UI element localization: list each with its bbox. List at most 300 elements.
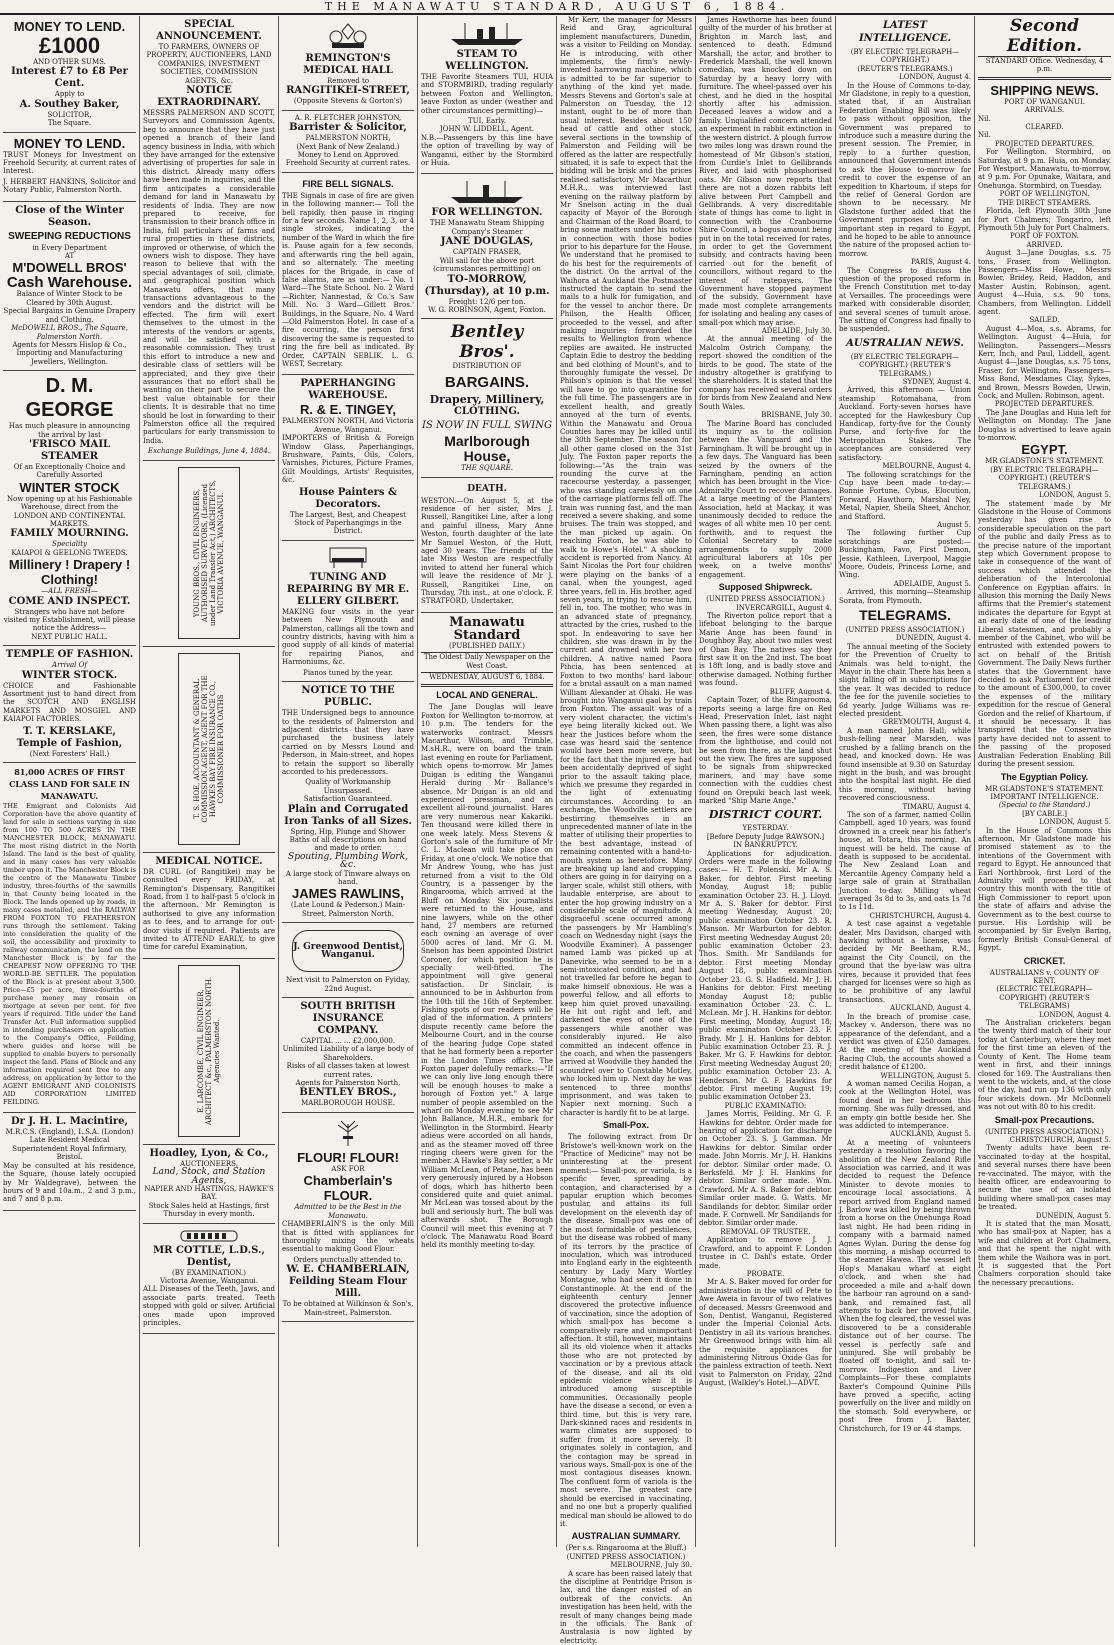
dateline: (UNITED PRESS ASSOCIATION.)	[985, 1127, 1104, 1136]
dateline: INVERCARGILL, August 4.	[736, 603, 832, 612]
dateline: MELBOURNE, August 4.	[882, 462, 971, 471]
subheading: ARRIVED.	[1026, 240, 1063, 249]
article-text: Florida, left Plymouth 30th June for Port Chalmers; Tongariro, left Plymouth 5th July for Port Chalmers.	[978, 207, 1111, 232]
ad-heading: 81,000 ACRES OF FIRST CLASS LAND FOR SALE IN MANAWATU.	[9, 767, 130, 802]
ad-rawlins	[282, 682, 414, 923]
column-7	[835, 16, 974, 1547]
ad-text: Exchange Buildings, June 4, 1884.	[147, 447, 271, 456]
dateline: DUNEDIN, August 4.	[895, 634, 971, 643]
ad-name: MR COTTLE, L.D.S.,	[153, 1244, 265, 1256]
ad-name: Marlborough House,	[444, 433, 530, 465]
paper-date: WEDNESDAY, AUGUST 6, 1884.	[421, 672, 553, 681]
ad-text: A large stock of Tinware always on hand.	[285, 869, 411, 886]
dateline: STANDARD Office. Wednesday, 4 p.m.	[985, 57, 1104, 74]
dateline: [Before Deputy Judge RAWSON.]	[706, 832, 825, 841]
ad-hoadley	[143, 1145, 275, 1224]
dateline: [BY CABLE.]	[1022, 809, 1067, 818]
dateline: PROBATE.	[746, 1269, 785, 1278]
ad-text: —ALL FRESH—	[41, 587, 98, 596]
ad-heading: Spouting, Plumbing Work, &c.	[288, 851, 408, 871]
ad-jane-douglas	[421, 174, 553, 319]
ad-text: Money to Lend on Approved Freehold Security at current rates.	[285, 151, 411, 168]
ad-temple	[3, 646, 136, 763]
dateline: PARIS, August 4.	[910, 258, 971, 267]
ad-south-british	[282, 998, 414, 1113]
article-text: A woman named Cecilia Hogan, a cook at the Wellington Hotel, was found dead in her bedroom this morning. She was fully dressed, and an empty gin bottle beside her. She was addicted to intemperance.	[839, 1079, 971, 1130]
ad-name: T. T. KERSLAKE,	[23, 725, 116, 737]
masthead: THE MANAWATU STANDARD, AUGUST 6, 1884.	[0, 0, 1114, 15]
subheading: PORT OF WELLINGTON.	[999, 190, 1090, 199]
dateline: (Per s.s. Ringarooma at the Bluff.)	[565, 1544, 687, 1553]
ad-heading: FIRE BELL SIGNALS.	[302, 178, 394, 189]
ad-piano-tuning	[282, 541, 414, 682]
dateline: TIMARU, August 4.	[902, 802, 971, 811]
subheading: SAILED.	[1029, 316, 1060, 325]
article-text: Mr Kerr, the manager for Messrs Reid and Gray, agricultural implement manufacturers, Dunedin, was a visitor to Feilding on Monday. He is introducing, with other implements, the firm's newly-invented harrowing machine, which is admitted to be far superior to anything of the kind yet made. Messrs Stevens and Gorton's sale at Palmerston on Tuesday, the 12 instant, ought to be of more than usual interest. Besides about 150 head of cattle and other stock, several sections in the township of Palmerston and Feilding will be offered as the latter are respectfully situated, it is safe to expect that the bidding will be brisk and the prices realised satisfactory. Mr Macarthur, M.H.R., was interviewed last evening on the railway platform by Mr Snelson acting in the dual capacity of Mayor of the Borough and Chairman of the Road Board, to bring some matters under his notice in connection with those bodies prior to his departure for the House. We understand that he promised to do his best for the requirements of the district. On the arrival of the Waihora at Auckland the Postmaster instructed the captain to send the mails to a hulk for fumigation, and for the vessel to anchor there. Dr Philson, the Health Officer, proceeded to the vessel, and after making inquiries forwarded the results to Wellington from whence replies are awaited. He instructed Captain Edie to destroy the bedding and bed clothing of Mount's, and to thoroughly fumigate the vessel. Dr Philson's opinion is that the vessel will have to go into quarantine for the full time. The passengers are in excellent health, and greatly annoyed at the turn of events. Within the Manawatu and Oroua Counties hares may be killed until the 30th September. The season for all other game closed on the 31st July. The Foxton paper reports the following:—"As the train was rounding the curve at the racecourse yesterday, a passenger, who was standing carelessly on one of the carriage platforms fell off. The train was running fast, and the man received a severe shaking, and some bruises. The train was stopped, and the man picked up again. On reaching Foxton, he was able to walk to Howe's Hotel." A shocking accident is reported from Nancy. At Saint Nicolas the Port four children were playing on the banks of a canal, when the youngest, aged three years, fell in. His brother, aged seven years, in trying to rescue him, fell in, too. The mother, who was in an advanced state of pregnancy, attracted by the cries, rushed to the spot. In endeavoring to save her children, she was drawn in by the current and drowned with her two children. A native named Paora Pihcia, has been sentenced at Foxton to two months' hard labour for a brutal assault on a man named William Alexander at Ohaki. He was brought into Wanganui gaol by train from Foxton. The assault was of a very violent character, the victim's eye being literally kicked out. We hear the Justices before whom the case was heard said the sentence would have been more severe, but for the fact that the injured eye had been accidentally deprived of sight prior to the assault taking place, which we presume they regarded in the light of extenuating circumstances. According to an exchange, the Woodville settlers are bestirring themselves in an unprecedented manner of late in the matter of utilising their properties to the best advantage, instead of remaining contented with a hand-to-mouth system as heretofore. Many are breaking up land and cropping, others are going in for dairying on a larger scale, whilst still others, with laudable enterprise, are about to enter the hop growing industry on a considerable scale of magnitude. A disgraceful scene occurred among the passengers by Mr Hambling's coach on Wednesday night (says the Woodville Examiner). A passenger named Lamb was picked up at Danevirke, who seemed to be in a semi-intoxicated condition, and had not travelled far before he began to make himself obnoxious. He was a powerful fellow, and all efforts to keep him quiet proved unavailing. He hit out right and left, and darkened the eyes of one of the passengers while another was considerably injured. He also committed an indecent offence in the coach, and when the passengers arrived at Woodville they handed the scoundrel over to Constable Motley, who locked him up. Next day he was sentenced to three months' imprisonment, and was taken to Napier next morning. Such a character is hardly fit to be at large.	[560, 16, 692, 1117]
dateline: (BY ELECTRIC TELEGRAPH—COPYRIGHT.) (REUTER'S TELEGRAMS.)	[990, 465, 1099, 491]
ad-text: THE Emigrant and Colonists Aid Corporation have the above quantity of land for sale in sections varying in size from 100 TO 500 ACRES IN THE MANCHESTER BLOCK, MANAWATU. The most rising district in the North Island. The land is the best of quality, and in many cases has very valuable timber upon it. The Manchester Block is the centre of the Manawatu Timber industry, three-fourths of the sawmills in that County being located in the Block. The lands opened up by roads, in many cases metalled, and the RAILWAY FROM FOXTON TO FEATHERSTON runs through the settlement. Taking into consideration the quality of the soil, the accessibility and proximity to railway communication, the land on the Manchester Block is by far the CHEAPEST NOW OFFERING TO THE WORLD-BE SETTLER. The population of the Block is at present about 3,500. Price—£5 per acre, three-fourths of purchase money may remain on mortgage at seven per cent. for five years if required. Title under the Land Transfer Act. Full information supplied in intending purchasers on application to the Company's Office, Feilding, where guides and horse will be supplied to enable buyers to personally inspect the land. Plans of Block and any information required sent free to any address, on application by letter to the AGENT EMIGRANT AND COLONISTS AID CORPORATION LIMITED FEILDING.	[3, 802, 136, 1107]
ad-text: THE Favorite Steamers TUI, HUIA and STORMBIRD, trading regularly between Foxton and Wellington, leave Foxton as under (weather and other circumstances permitting)—	[421, 73, 553, 115]
article-text: The Riverton police report that a lifeboat belonging to the barque Marie Ange has been found in Doughboy Bay, about two miles west of Oban Bay. The natives say they first saw it on the 2nd inst. The boat is 18ft long, and is badly stove and otherwise damaged. Nothing further was found.	[699, 612, 832, 688]
ad-heading: Barrister & Solicitor,	[289, 122, 407, 134]
subheading: PORT OF FOXTON.	[1009, 232, 1080, 241]
ad-heading: MEDICAL NOTICE.	[155, 855, 263, 867]
section-heading: TELEGRAMS.	[859, 607, 951, 623]
dateline: (BY ELECTRIC TELEGRAPH—COPYRIGHT.) (REUTER'S TELEGRAMS.)	[850, 352, 960, 378]
article-text: James Hawthorne has been found guilty of the murder of his brother at Brighton in March last, and sentenced to death. Edmund Marshall, the actor, and brother to Frederick Marshall, the well known comedian, was knocked down on Saturday by a heavy lorry with furniture. The wheel-passed over his chest, and he died in the hospital shortly after his admission. Deceased leaves a widow and a family. Unqualified concern attended an experiment in rabbit extinction in the western district. A plough furrow two miles long was drawn round the homestead of Mr Gibson's station, from Curdie's Inlet to Gellibrands River, and laid with phosphorised oats. Mr Gibson now reports that there are not a dozen rabbits left alive between Port Campbell and Gellibrands. A very discreditable state of things has come to light in connection with the Cranbourne Shire Council, a bogus amount being put in on the total received for rates, in order to get the Government subsidy, and contracts having been carried out for the benefit of councillors, without regard to the interest of ratepayers. The Government have stopped payment of the subsidy. Government have made most complete arrangements for isolating and healing any cases of small-pox which may arise.	[699, 16, 832, 327]
ad-text: Stock Sales held at Hastings, first Thursday in every month.	[148, 1201, 270, 1219]
ad-text: TO FARMERS, OWNERS OF PROPERTY, AUCTIONEERS, LAND COMPANIES, INVESTMENT SOCIETIES, COMMISSION AGENTS, &c.	[146, 43, 272, 85]
ad-text: (Next Bank of New Zealand.)	[296, 142, 400, 151]
ad-text: Arrival Of	[52, 661, 87, 670]
ad-text: THE Signals in case of fire are given in the following manner:— Toll the bell rapidly, then pause in ringing for a few seconds. Name 1, 2, 3, or 4 single strokes, indicating the number of the Ward in which the fire is. Pause again for a few seconds, and afterwards ring the bell again, and so alternately. The meeting places for the Brigade, in case of false alarms, are as under:— No. 1 Ward—The State School. No. 2 Ward—Richter, Nannestad, & Co.'s Saw Mill. No. 3 Ward—Gillett Bros.' Buildings, in the Square. No. 4 Ward—Old Palmerston Hotel. In case of a fire occurring, the person first discovering the same is requested to ring the fire bell as indicated. By Order, CAPTAIN SEBLIK. L. G. WEST, Secretary.	[282, 191, 414, 368]
piano-icon	[328, 546, 368, 570]
ad-text: DR CURL (of Rangitikei) may be consulted every FRIDAY, at Remington's Dispensary, Rangitikei Road, from 1 to half-past 5 o'clock in the afternoon. Mr Remington is authorised to give any information as to fees, and to arrange for out-door visits if required. Patients are invited to ATTEND EARLY, to give time for careful Examination.	[143, 867, 275, 952]
section-heading: DEATH.	[467, 483, 507, 494]
section-heading: CRICKET.	[1023, 955, 1066, 966]
ad-name: BENTLEY BROS.,	[299, 1087, 397, 1099]
subheading: ARRIVALS.	[1024, 106, 1065, 115]
ad-text: PALMERSTON NORTH,	[305, 134, 391, 143]
article-text: The statement made by Mr Gladstone in the House of Commons yesterday has given rise to considerable speculation on the part of the public and daily Press as to the precise nature of the important step which Government propose to take in consequence of the want of success which attended the deliberation of the Intercolonial Conference on Egyptian affairs. In allusion this morning the Daily News affirms that the Premier's statement indicates the departure for Egypt at an early date of one of the leading Liberal statesmen, and probably a member of the Cabinet, who will be entrusted with extended powers to act on behalf of the British Government. The Daily News further states that the Government have decided to ask Parliament for credit to the amount of £300,000, to cover the expenses of the military expedition for the rescue of General Gordon and the relief of Khartoum, if it should be necessary. It has transpired that the Conservative party have decided not to assent to the passing of the proposed Australian Federation Enabling Bill during the present session.	[978, 499, 1111, 769]
ad-tingey	[282, 375, 414, 540]
dateline: WELLINGTON, August 5.	[880, 1071, 971, 1080]
dateline: LONDON, August 5.	[1039, 818, 1111, 827]
ad-heading: Drapery, Millinery,	[429, 392, 545, 406]
ad-heading: SPECIAL ANNOUNCEMENT.	[156, 19, 262, 42]
ad-heading: Millinery ! Drapery ! Clothing!	[8, 557, 131, 588]
ad-text: W. G. ROBINSON, Agent, Foxton.	[428, 305, 546, 314]
editorial-masthead	[421, 613, 553, 688]
ad-text: THE Manawatu Steam Shipping Company's Steamer	[429, 219, 545, 236]
ad-text: MESSRS PALMERSON AND SCOTT, Surveyors and Commission Agents, beg to announce that they have just opened a branch of their land agency business in India, with which they have arranged for the extensive advertising of properties for sale in this district. Already many offers have been made in inquiries, and the firm anticipates a considerable demand for land in Manawatu by residents of India. They are now prepared to receive, for transmission to their branch office in India, full particulars of farms and rural properties in these districts, improved or otherwise, of which the owners wish to dispose. They have reason to believe that with the special advantages of soil, climate, and geographical position which Manawatu offers, that many transactions advantageous to the vendors and the district will be effected. The firm will exert themselves to the utmost in the interests of the vendors or agents, and will be satisfied with a reasonable commission. They trust this effort to introduce a new and desirable class of settlers will be appreciated, and they give their assurances that no effort shall be wanting on their part to secure the best value obtainable for their clients. It is desirable that no time should be lost in forwarding to their Palmerston office all the required particulars for early transmission to India.	[143, 109, 275, 445]
ad-text: Next visit to Palmerston on Fyiday, 22nd August.	[286, 976, 410, 993]
column-8	[974, 16, 1114, 1547]
ad-text: Special Bargains in Genuine Drapery and Clothing.	[3, 307, 136, 324]
article-text: Arrived, this afternoon — Union steamship Rotomahana, from Auckland. Forty-seven horses have accepted for the Hawkesbury Cup Handicap, forty-five for the County Purse, and forty-five for the Metropolitan Stakes. The acceptances are considered very satisfactory.	[839, 386, 971, 462]
column-2	[139, 16, 278, 1547]
subheading: THE DIRECT STEAMERS.	[997, 198, 1092, 207]
ad-name: REMINGTON'S	[305, 53, 391, 64]
column-5	[556, 16, 695, 1645]
ad-text: TUI, Early.	[468, 117, 506, 126]
ad-text: IS NOW IN FULL SWING	[422, 419, 552, 431]
dateline: MELBOURNE, July 30.	[610, 1561, 692, 1570]
article-text: In the breach of promise case, Mackey v. Anderson, there was no appearance of the defendant, and a verdict was given of £250 damages. At the meeting of the Auckland Racing Club, the accounts showed a credit balance of £1200.	[839, 1012, 971, 1072]
column-3	[278, 16, 417, 1547]
ad-palmerson-scott	[143, 16, 275, 461]
ad-text: (Opposite Stevens & Gorton's)	[293, 97, 403, 106]
ad-text: Orders punctually attended to.	[293, 1255, 403, 1264]
article-text: The annual meeting of the Society for the Prevention of Cruelty to Animals was held to-night, the Mayor in the chair. There has been a slight falling off in subscriptions for the year. It was decided to reduce the fee for the juvenile societies to 6d yearly. Judge Williams was re-elected president.	[839, 642, 971, 719]
scroll-text: J. Greenwood Dentist, Wanganui.	[293, 941, 403, 961]
ad-heading: FAMILY MOURNING.	[10, 528, 129, 540]
section-heading: Small-Pox.	[602, 1120, 649, 1131]
ad-remington	[282, 16, 414, 111]
ad-name: JAMES RAWLINS,	[292, 886, 404, 902]
card-text: T. S. HOE, ACCOUNTANT & GENERAL COMMISSION AGENT, AGENT FOR THE HAWKES BAY FIRE INSURANCE CO., COMMISSIONER FOR OATHS	[193, 675, 225, 823]
ad-text: NAPIER AND HASTINGS, HAWKE'S BAY.	[144, 1184, 274, 1202]
ad-interest: Interest £7 to £8 Per Cent.	[11, 66, 128, 90]
article-text: The Jane Douglas and Huia left for Wellington on Monday. The Jane Douglas is advertised to leave again to-morrow.	[978, 408, 1111, 443]
ad-medical	[143, 853, 275, 959]
ad-cottle	[143, 1224, 275, 1335]
ad-text: (BY EXAMINATION.)	[171, 1268, 247, 1277]
paper-note: The Oldest Daily Newspaper on the West Coast.	[421, 652, 553, 670]
ad-fire-bell	[282, 173, 414, 376]
ad-text: Pianos tuned by the year.	[303, 668, 393, 677]
article-text: Applications for adjudication. Orders were made in the following cases:— H. T. Polenski. Mr A. S. Baker, for debtor. First meeting Monday, August 18; public examination October 23. H. J. Lloyd. Mr A. S. Baker for debtor. First meeting Wednesday, August 20; public examination October 23. R. Manson. Mr Warburton for debtor. First meeting Wednesday August 20; public examination October 23. Thos. Smith. Mr Sandilands for debtor. First meeting Monday August 18, public examination October 23. G. S. Hadfield. Mr J. H. Hankins for debtor. First meeting Monday August 18; public examination October 23. C. L. McLean. Mr J. H. Hankins for debtor. First meeting, Monday, August 18; public examination October 23. F. Brady. Mr J. H. Hankins for debtor. Public examination October 23. R. J. Baker. Mr G. F. Hawkins for debtor. First meeting Wednesday August 20; public examination October 23. A. Henderson. Mr G. F. Hawkins for debtor. First meeting August 19; public examination October 23.	[699, 849, 832, 1102]
ad-text: May be consulted at his residence, the Square, (house lately occupied by Mr Waldegrave), between the hours of 9 and 10a.m., 2 and 3 p.m., and 7 and 8 p.m.	[3, 1161, 136, 1204]
article-text: The following scratchings for the Cup have been made to-day:—Bonnie Fortune, Cybus, Elocution, Forward, Hawthorn, Marshal Ney, Metal, Napier, Sheila Sheet, Anchor, and Stafford.	[839, 470, 971, 521]
ad-heading: BARGAINS.	[444, 373, 530, 391]
ad-heading: COME AND INSPECT.	[8, 595, 131, 607]
section-heading: EGYPT.	[1021, 442, 1068, 458]
article-text: Application to remove J. J. Crawford, and to appoint F. London trustee in C. Dahl's estate. Order made.	[699, 1236, 832, 1270]
notice-text: WESTON.—On August 5, at the residence of her sister, Mrs J. Russell, Rangitikei Line, after a long and painful illness, Mary Anne Weston, fourth daughter of the late Mr Samuel Weston, of the Hutt, aged 30 years. The friends of the late Miss Weston are respectfully invited to attend her funeral which will leave the residence of Mr J. Russell, Rangitikei Line, on Thursday, 7th inst., at one o'clock. F. STRATFORD, Undertaker.	[421, 496, 553, 606]
ad-text: Will sail for the above port (circumstances permitting) on	[433, 256, 541, 274]
ad-text: The Largest, Best, and Cheapest Stock of Paperhangings in the District.	[290, 510, 406, 536]
ad-text: Apply to	[54, 90, 85, 99]
ad-johnston	[282, 111, 414, 173]
ad-young-bros	[143, 461, 275, 647]
vertical-card	[178, 965, 240, 1137]
dateline: CHRISTCHURCH, August 4.	[869, 911, 971, 920]
ad-greenwood	[282, 923, 414, 998]
subheading: PROJECTED DEPARTURES.	[994, 139, 1095, 148]
dateline: GREYMOUTH, August 4.	[882, 718, 971, 727]
ad-text: IMPORTERS of British & Foreign Window Glass, Paperhangings, Brushware, Paints, Oils, Colors, Varnishes, Pictures, Picture Frames, Gilt Mouldings, Artists' Requisites, &c.	[282, 434, 414, 485]
ad-heading: TEMPLE OF FASHION.	[5, 649, 134, 661]
ad-heading: House Painters & Decorators.	[298, 486, 398, 510]
article-text: Mr A. S. Baker moved for order for administration in the will of Pete to Awe Aweia in favour of two relatives of deceased. Messrs Greenwood and Son, Dentist, Wanganui, Registered under the Imperial Colonial Acts. Dentistry in all its various branches. Mr Greenwood brings with him all the requisite appliances for administering Nitrous Oxide Gas for the painless extraction of teeth. Next visit to Palmerston on Friday, 22nd August, (Walkley's Hotel.)—ADVT.	[699, 1278, 832, 1388]
ad-heading: STEAM TO WELLINGTON.	[445, 49, 529, 72]
article-text: The following extract from Dr Bristowe's well-known work on the "Practice of Medicine" may not be uninteresting at the present moment:— Small-pox, or variola, is a specific fever, spreading by contagion, and characterised by a papular eruption which becomes pustular, and attains its full development on the eleventh day of the disease. Small-pox was one of the most formidable of pestilences, but the disease was robbed of many of its terrors by the practice of inoculation, which was introduced into England early in the eighteenth century by Lady Mary Wortley Montague, who had seen it done in Constantinople. At the end of the eighteenth century Jenner discovered the protective influence of vaccination, since the adoption of which small-pox has become a comparatively rare and unimportant affection. It still, however, maintains all its old violence when it attacks those who are not protected by vaccination or by a previous attack of the disease, and all its old epidemic violence when it is introduced among susceptible communities. Occasionally people have the disease a second, or even a third time, but this is very rare. Dark-skinned races and residents in warm climates are supposed to suffer from it more severely. It originates solely in contagion, and the contagion may be spread in various ways. Small-pox is one of the most contagious diseases known. The confluent form of variola is the most severe. The greatest care should be exercised in vaccinating, and no one but a properly qualified medical man should be allowed to do it.	[560, 1133, 692, 1528]
dateline: BRISBANE, July 30.	[761, 411, 832, 420]
ad-heading: FLOUR! FLOUR!	[297, 1149, 399, 1165]
ad-heading: Dentist,	[186, 1256, 232, 1268]
second-edition-heading: Second Edition.	[978, 16, 1111, 57]
ad-text: (Next Foresters' Hall.)	[29, 749, 110, 758]
ad-name: Hoadley, Lyon, & Co.,	[149, 1147, 269, 1159]
subheading: CLEARED.	[1025, 123, 1064, 132]
dateline: August 5.	[937, 520, 971, 529]
ad-name: A. Southey Baker,	[19, 98, 120, 110]
article-text: James Morris, Feilding. Mr G. F. Hawkins for debtor. Order made for hearing of application for discharge on October 23. S. J. Gamman. Mr Hawkins for debtor. Similar order made. John Morris. Mr J. H. Hankins for debtor. Similar order made. O. Berksfeld. Mr J. H. Hankins for debtor. Similar order made. Wm. Crawford. Mr A. S. Baker for debtor. Similar order made. G. Watts. Mr Sandilands for debtor. Similar order made. F. Cornwell. Mr Sandilands for debtor. Similar order made.	[699, 1110, 832, 1228]
ad-text: AT	[64, 252, 75, 261]
section-heading: AUSTRALIAN NEWS.	[846, 337, 964, 349]
article-text: In the House of Commons this afternoon, Mr Gladstone made his promised statement as to the intentions of the Government with regard to Egypt. He announced that Earl Northbrook, first Lord of the Admiralty will proceed to that country this month with the title of High Commissioner to report upon the state of affairs and advise the Government as to the best course to pursue. His Lordship will be accompanied by Sir Evelyn Baring, formerly British Consul-General of Egypt.	[978, 826, 1111, 953]
ad-text: Satisfaction Guaranteed.	[303, 795, 393, 804]
subheading: PROJECTED DEPARTURES.	[994, 400, 1095, 409]
ad-text: TRUST Moneys for Investment on Freehold Security, at current rates of Interest.	[3, 150, 136, 176]
article-text: The son of a farmer, named Collin Campbell, aged 10 years, was found drowned in a creek near his father's house, at Totara, this morning. An inquest will be held. The cause of death is supposed to be accidental. The New Zealand Loan and Mercantile Agency Company held a large sale of grain at Strathallan Junction to-day. Milling wheat averaged 3s 8d to 3s, and oats 1s 7d to 1s 11d.	[839, 810, 971, 912]
ad-text: Admitted to be the Best in the Manawatu.	[294, 1203, 402, 1220]
death-notice	[421, 478, 553, 613]
ad-heading: WINTER STOCK	[19, 479, 120, 495]
ad-text: Removed to	[326, 77, 370, 85]
article-text: At the annual meeting of the Malcolm Ostrich Company, the report showed the condition of the birds to be good. The state of the industry altogether is gratifying to the shareholders. It is stated that the company has received several orders for birds from New Zealand and New South Wales.	[699, 335, 832, 411]
ad-text: THE SQUARE.	[461, 464, 513, 473]
ad-mdowell	[3, 202, 136, 371]
ad-heading: TUNING AND REPAIRING BY MR E. ELLERY GILBERT.	[286, 571, 410, 607]
subheading: AUSTRALIANS v. COUNTY OF KENT.	[989, 968, 1100, 986]
ad-heading: Feilding Steam Flour Mill.	[289, 1276, 407, 1300]
article-text: For Wellington. Stormbird, on Saturday, at 9 p.m. Huia, on Monday. For Westport. Manawatu, to-morrow, at 9 p.m. For Opunake, Waitara, and Onehunga. Stormbird, on Tuesday.	[978, 148, 1111, 190]
ad-george	[3, 371, 136, 646]
dateline: ADELAIDE, July 30.	[761, 327, 832, 336]
ad-larcombe	[143, 959, 275, 1145]
dateline: YESTERDAY.	[742, 824, 789, 833]
ad-text: AUCTIONEERS,	[180, 1159, 238, 1168]
dateline: LONDON, August 4.	[1039, 1010, 1111, 1019]
dateline: LONDON, August 5.	[1039, 491, 1111, 500]
ad-heading: Close of the Winter Season.	[15, 204, 124, 228]
ad-macintire	[3, 1113, 136, 1211]
ad-heading: PAPERHANGING WAREHOUSE.	[300, 378, 396, 402]
ad-heading: NOTICE TO THE PUBLIC.	[301, 685, 395, 709]
section-heading: DISTRICT COURT.	[708, 808, 823, 822]
article-text: It is stated that the man Mosatt, who has small-pox at Napier, has a wife and children at Port Chalmers, and that he spent the night with them while the Waihora was in port. It is suggested that the Port Chalmers corporation should take the necessary precautions.	[978, 1220, 1111, 1287]
dateline: (REUTER'S TELEGRAMS.)	[857, 64, 953, 73]
article-text: Arrived, this morning—Steamship Sorata, from Plymouth.	[839, 588, 971, 605]
ad-text: The Square.	[47, 119, 92, 128]
article-text: A man named John Hall, while bush-felling near Marsden, was crushed by a falling branch on the head, and knocked down. He was found insensible at 9.30 on Saturday night in the bush, and was brought into the hospital last night. He died this morning, without having recovered consciousness.	[839, 726, 971, 803]
ad-heading: SWEEPING REDUCTIONS	[8, 230, 131, 242]
dateline: ADELAIDE, August 5.	[893, 579, 971, 588]
section-heading: Small-pox Precautions.	[994, 1114, 1095, 1125]
subheading: IMPORTANT INTELLIGENCE.	[990, 792, 1099, 801]
ad-text: Has much pleasure in announcing the arrival by last	[8, 422, 131, 439]
article-text: In the House of Commons to-day, Mr Gladstone, in reply to a question, stated that, if an Australian Federation Enabling Bill was likely to pass without opposition, the Government was prepared to introduce such a measure during the present session. The Premier, in reply to a further question, announced that Government intends to ask the House to-morrow for credit to cover the expense of an expedition to Khartoum, if steps for the relief of General Gordon are shown to be necessary. Mr Gladstone further added that the Government purposes taking an important step in regard to Egypt, and he hoped to be able to announce the nature of the proposed action to-morrow.	[839, 81, 971, 258]
ad-text: CHAMBERLAIN'S is the only Mill that is fitted with appliances for thoroughly mixing the wheats essential to making Good Flour.	[282, 1220, 414, 1254]
ad-name: Chamberlain's FLOUR.	[303, 1173, 393, 1204]
ad-text: PALMERSTON NORTH, And Victoria Avenue, Wanganui.	[282, 417, 414, 434]
section-heading: AUSTRALIAN SUMMARY.	[571, 1531, 681, 1542]
card-text: E. LARCOMBE, CIVIL ENGINEER, ARCHITECT &c., PALMERSTON NORTH. Agencies Wanted.	[197, 976, 221, 1125]
vertical-card	[178, 653, 240, 845]
column-4	[417, 16, 556, 1547]
ad-text: Now opening up at his Fashionable Warehouse, direct from the LONDON AND CONTINENTAL MARKETS.	[7, 494, 132, 528]
dateline: CHRISTCHURCH, August 5.	[1009, 1135, 1111, 1144]
vertical-card	[178, 467, 240, 639]
section-heading: LOCAL AND GENERAL.	[436, 690, 538, 701]
ad-text: McDOWELL BROS., The Square, Palmerston North.	[11, 324, 128, 341]
dateline: SYDNEY, August 4.	[902, 378, 971, 387]
dateline: BLUFF, August 4.	[769, 687, 832, 696]
ad-text: SOLICITOR,	[47, 110, 92, 119]
ad-text: Victoria Avenue, Wanganui.	[160, 1277, 258, 1285]
ad-text: Quality of Workmanship Unsurpassed.	[305, 778, 391, 795]
dateline: LONDON, August 4.	[899, 73, 971, 82]
subheading: PORT OF WANGANUI.	[1004, 97, 1085, 106]
paper-note: (PUBLISHED DAILY.)	[449, 641, 525, 650]
ad-text: Spring, Hip, Plunge and Shower Baths of all descriptions on hand and made to order.	[289, 827, 407, 853]
ad-heading: CLOTHING.	[453, 405, 521, 417]
ad-steam-wellington	[421, 16, 553, 174]
dateline: AUCKLAND, August 4.	[889, 1004, 971, 1013]
article-text: Nil.	[978, 114, 991, 123]
ad-text: Late Resident Medical Superintendent Royal Infirmary, Bristol.	[12, 1136, 127, 1162]
ad-money-to-lend	[3, 16, 136, 133]
coat-of-arms-icon	[318, 21, 378, 51]
ad-heading: WINTER STOCK.	[21, 669, 118, 681]
ad-text: KAIAPOI & GEELONG TWEEDS.	[11, 548, 128, 557]
dateline: (UNITED PRESS ASSOCIATION.)	[706, 595, 825, 604]
ad-text: NEXT PUBLIC HALL.	[31, 632, 108, 641]
dateline: (UNITED PRESS ASSOCIATION.)	[566, 1552, 686, 1561]
ad-amount: £1000	[38, 33, 101, 58]
ad-text: Agents for Palmerston North,	[295, 1079, 401, 1088]
wheat-sheaf-icon	[323, 1118, 373, 1148]
section-heading: The Egyptian Policy.	[1000, 771, 1089, 782]
ad-text: Of an Exceptionally Choice and Carefully Assorted	[13, 462, 126, 480]
section-heading: LATEST INTELLIGENCE.	[859, 20, 951, 44]
ad-text: Land, Stock, and Station Agents,	[152, 1167, 266, 1186]
ad-text: Unlimited Liability of a large body of Shareholders.	[282, 1045, 414, 1062]
dateline: (UNITED PRESS ASSOCIATION.)	[845, 626, 965, 634]
dateline: PUBLIC EXAMINATIO:	[724, 1101, 807, 1110]
article-text: Captain Tozer, of the Ringarooma, reports seeing a large fire on Red Head, Preservation Inlet, last night When passing there, a light was also seen, the fires were some distance from the lighthouse, and could not be seen from there, as the land shut out the view. The fires are supposed to be signals from shipwrecked mariners, and may have some connection with the cuddies chest found on Orepuki beach last week, marked "Ship Marie Ange."	[699, 696, 832, 805]
ad-name: Temple of Fashion,	[16, 737, 123, 749]
ad-heading: MEDICAL HALL	[303, 65, 393, 76]
column-1	[0, 16, 139, 1547]
ad-text: CHOICE and Fashionable Assortment just to hand direct from the SCOTCH AND ENGLISH MARKETS AND MOSGIEL AND KAIAPOI FACTORIES.	[3, 681, 136, 724]
subheading: MR GLADSTONE'S STATEMENT.	[985, 784, 1104, 793]
ad-heading: MONEY TO LEND.	[13, 135, 126, 151]
ad-text: ASK FOR	[331, 1164, 365, 1173]
ad-heading: RANGITIKEI-STREET,	[286, 85, 410, 97]
ad-bentley	[421, 319, 553, 477]
ad-chamberlain	[282, 1113, 414, 1322]
ad-text: in Every Department	[32, 243, 107, 252]
article-text: Twenty adults have been re-vaccinated to-day at the hospital, and several nurses there have been re-vaccinated. The mayor, with the health officer, are endeavouring to secure the use of an isolated building where small-pox cases may be treated.	[978, 1144, 1111, 1212]
dateline: DUNEDIN, August 5.	[1035, 1211, 1111, 1220]
article-text: Nil.	[978, 131, 991, 140]
ad-text: CAPITAL ... ... £2,000,000.	[300, 1037, 396, 1046]
ad-heading: 'FRISCO MAIL STEAMER	[28, 438, 111, 462]
ad-text: Strangers who have not before visited my Establishment, will please notice the Address—	[3, 607, 136, 633]
teeth-illustration	[179, 1229, 239, 1243]
ad-name: JANE DOUGLAS,	[440, 236, 534, 248]
ad-name: M'DOWELL BROS'	[12, 260, 127, 276]
ad-heading: FOR WELLINGTON.	[431, 207, 543, 219]
article-text: The Congress to discuss the question of the proposed reform in the French Constitution met to-day at Versailles. The proceedings were marked with considerable disorder, and several scenes of tumult arose. The sitting of Congress had finally to be suspended.	[839, 266, 971, 334]
ad-land-sale	[3, 763, 136, 1113]
ad-text: J. HERBERT HANKINS, Solicitor and Notary Public, Palmerston North.	[3, 177, 136, 195]
article-text: The Jane Douglas will leave Foxton for Wellington to-morrow, at 10 p.m. The tenders for the waterworks contract. Messrs Macarthur, Wilson, and Trimble, M.sH.R., were on board the train last evening en route for Parliament, which opens to-morrow. Mr James Duigan is editing the Wanganui Herald during Mr Ballance's absence. Mr Duigan is an old and experienced pressman, and an excellent all-round journalist. Hares are very numerous near Kakariki. Ten thousand were killed there in one week lately. Mess Stevens & Gorton's sale of the furniture of Mr C. L. Maclean will take place on Friday, at one o'clock. We notice that Mr Andrew Young, who has just returned from a visit to the Old Country, is a passenger by the Ringarooma, which arrived at the Bluff on Monday. Six journalists were returned to the House, and nine lawyers, while on the other hand, 27 members are returned each owning an average of over 5000 acres of land. Mr G. M. Snelson has been appointed District Coroner, for which position he is specially well-fitted. The appointment will give general satisfaction. Dr Sinclair, is announced to be in Ashburton from the 10th till the 16th of September. Fishing spots of our readers will be glad of the information. A printers' dispute recently came before the Melbourne Court, and in the course of the hearing Judge Cope stated that he had formerly been a reporter in the London Times office. The Foxton paper dolefully remarks:—"If we can only live long enough there will be enough houses to make a borough of Foxton yet." A large number of people assembled on the wharf on Monday evening to see Mr John Ballance, M.H.R., embark for Wellington in the Stormbird. Hearty adieus were accorded on all hands, and as the steamer moved off three ringing cheers were given for the member. A Hawke's Bay settler, a Mr William McLean, of Petane, has been very generously injured by a Hobson of dogs, which has hitherto been considered quite and quiet animal. Mr McLean was tossed about by the bull and seriously hurt. The bull was afterwards shot. The Borough Council will meet this evening at 7 o'clock. The Manawatu Road Board held its monthly meeting to-day.	[421, 703, 553, 1250]
local-general	[421, 690, 553, 1249]
ad-text: Risks of all classes taken at lowest current rates.	[286, 1062, 410, 1079]
ad-name: A. R. FLETCHER JOHNSTON,	[294, 113, 402, 122]
ad-name: Bentley Bros'.	[450, 322, 524, 363]
subheading: (Special to the Standard.)	[998, 801, 1091, 810]
ad-name: D. M. GEORGE	[25, 375, 114, 422]
ad-heading: Plain and Corrugated Iron Tanks of all Sizes.	[284, 803, 412, 827]
dateline: IN BANKRUPTCY.	[733, 841, 798, 850]
ad-text: Balance of Winter Stock to be Cleared by 30th August.	[16, 290, 123, 307]
ad-name: Cash Warehouse.	[6, 274, 133, 292]
ad-text: ALL Diseases of the Teeth, Jaws, and associate parts treated. Teeth stopped with gold or silver. Artificial ones made upon improved principles.	[143, 1285, 275, 1328]
article-text: The following further Cup scratchings are posted:—Buckingham, Favo, First Demon, Jessie, Kathleen, Liverpool, Maggie Moore, Oudeis, Princess Lorne, and Wing.	[839, 529, 971, 580]
ad-text: DISTRIBUTION OF	[452, 362, 522, 371]
ad-heading: MONEY TO LEND.	[13, 19, 126, 34]
ad-heading: NOTICE EXTRAORDINARY.	[157, 85, 261, 109]
subheading: MR GLADSTONE'S STATEMENT.	[985, 457, 1104, 466]
ad-text: Speciality	[52, 540, 87, 549]
card-text: YOUNG BROS., CIVIL ENGINEERS, AUTHORISED SURVEYORS, (Licensed under Land Transfer Act,) ARCHITECTS, VICTORIA AVENUE, WANGANUI.	[193, 479, 225, 626]
section-heading: Supposed Shipwreck.	[718, 582, 813, 593]
ad-text: To be obtained at Wilkinson & Son's, Main-street, Palmerston.	[282, 1300, 414, 1317]
dateline: AUCKLAND, August 5.	[889, 1130, 971, 1139]
ad-text: MARLBOROUGH HOUSE.	[301, 1099, 395, 1108]
article-text: At a meeting of volunteers yesterday a resolution favoring the abolition of the New Zealand Rifle Association was carried, and it was decided to request the Defence Minister to devote monies to encourage local associations. A report arrived from England named J. Barlow was killed by being thrown from a horse on the Onehunga Road last night. He had been riding in company with a barmaid named Agnes Wylan. During the dense fog this morning, a mishap occurred to the steamer Hawea. The vessel left Hop's Manakau wharf at eight o'clock, and when she had proceeded a mile and a-half down the harbour ran aground on a sand-bank, and remained fast, all attempts to back her proved futile. When the fog cleared, the vessel was discovered to be a considerable distance out of her course. The vessel is perfectly safe and uninjured. She will probably be floated off to-night, and sail to-morrow. Indigestion and Liver Complaints—For these complaints Baxter's Compound Quinine Pills have proved a specific, acting powerfully on the liver and mildly on the stomach. Sold everywhere, or post free from J. Baxter, Christchurch, for 19 or 44 stamps.	[839, 1138, 972, 1433]
column-6	[695, 16, 835, 1547]
article-text: A scare has been raised lately that the discipline at Pentridge Prison is lax, and the danger existed of an outbreak of the convicts. An investigation has been held, with the result of many changes being made in the officials. The Bank of Australasia is now lighted by electricity.	[560, 1569, 692, 1645]
article-text: The Marine Board has concluded its inquiry as to the collision between the Vanguard and the Farningham. It will be brought up in a few days. The Vanguard has been seized by the owners of the Farningham, pending an action which has been brought in the Vice-Admiralty Court to recover damages. At a large meeting of the Planters' Association, held at Mackay, it was unanimously decided to reduce the wages of all white men 10 per cent. forthwith, and to request the Colonial Secretary to make arrangements to supply 2000 agricultural laborers at 10s per week, on a twelve months' engagement.	[699, 419, 832, 579]
article-text: August 3—Jane Douglas, s.s. 75 tons, Fraser, from Wellington. Passengers—Miss Howe, Messrs Bowler, Bridey, Reid, Haddon, and Master Austin. Robinson, agent. August 4—Huia, s.s. 90 tons, Chambers, from Wellington. Liddell agent.	[978, 249, 1111, 316]
ad-text: MAKING four visits in the year between New Plymouth and Palmerston, callings all the town and country districts, having with him a good supply of all kinds of material for repairing Pianos, and Harmoniums, &c.	[282, 607, 414, 667]
paper-name: Manawatu Standard	[449, 614, 525, 643]
ad-text: JOHN W. LIDDELL, Agent.	[439, 125, 535, 134]
ad-text: N.B.—Passengers by this line have the option of travelling by way of Wanganui, either by the Stormbird or Huia.	[421, 133, 553, 168]
steamship-icon	[447, 21, 527, 47]
ad-text: THE Undersigned begs to announce to the residents of Palmerston and adjacent districts that they have purchased the business lately carried on by Messrs Lound and Pederson, in Main-street, and hopes to retain the support so liberally accorded to his predecessors.	[282, 709, 414, 776]
ad-text: AND OTHER SUMS.	[33, 58, 106, 66]
ad-hoe	[143, 647, 275, 853]
article-text: August 4—Moa, s.s. Abrams, for Wellington. August 4—Huia, for Wellington. Passengers—Messrs Kerr, Inch, and Paul, Liddell, agent. August 4—Jane Douglas, s.s. 75 tons, Fraser, for Wellington. Passengers—Miss Bond, Mesdames Clay, Sykes, and Brown, Messrs Bowden, Urwin, Cock, and Mullen. Robinson, agent.	[978, 324, 1111, 401]
article-text: A test case against a vegetable dealer, Mrs Davidson, charged with hawking without a license, was decided by Mr Beetham, R.M., against the City Council, on the ground that the bye-law was ultra vires, because it provided that fees charged for licenses were so high as to be prohibitive of any lawful transactions.	[839, 920, 971, 1004]
ad-heading: SOUTH BRITISH INSURANCE COMPANY.	[300, 1001, 396, 1037]
ad-heading: TO-MORROW, (Thursday), at 10 p.m.	[424, 273, 550, 297]
dateline: REMOVAL OF TRUSTEE.	[720, 1227, 811, 1236]
ad-text: M.R.C.S. (England), L.S.A. (London)	[5, 1128, 134, 1137]
ad-text: Agents for Messrs Hislop & Co., Importing and Manufacturing Jewellers, Wellington.	[12, 340, 127, 366]
ad-text: Freight: 12/6 per ton.	[448, 297, 526, 306]
ad-text: (Late Lound & Pederson.) Main-Street, Palmerston North.	[290, 901, 406, 918]
section-heading: SHIPPING NEWS.	[990, 82, 1099, 98]
article-text: The Australian cricketers began the twenty third match of their tour today at Canterbury, where they met for the first time an eleven of the County of Kent. The Home team went in first, and their innings closed for 169. The Australians then went to the wickets, and, at the close of the day, had run up 136 with only four wickets down. Mr McDonnell was not out with 80 to his credit.	[978, 1019, 1111, 1112]
dentist-scroll	[292, 930, 404, 972]
steamship-icon	[447, 179, 527, 205]
ad-name: Dr J. H. L. Macintire,	[11, 1116, 128, 1128]
ad-name: W. E. CHAMBERLAIN,	[286, 1264, 410, 1276]
ad-name: R. & E. TINGEY,	[299, 402, 397, 418]
dateline: (BY ELECTRIC TELEGRAPH—COPYRIGHT.)	[850, 48, 960, 65]
ad-text: CAPTAIN FRASER,	[452, 248, 522, 257]
ad-money-to-lend-2	[3, 133, 136, 202]
dateline: (ELECTRIC TELEGRAPH—COPYRIGHT) (REUTER'S TELEGRAMS)	[996, 985, 1093, 1011]
